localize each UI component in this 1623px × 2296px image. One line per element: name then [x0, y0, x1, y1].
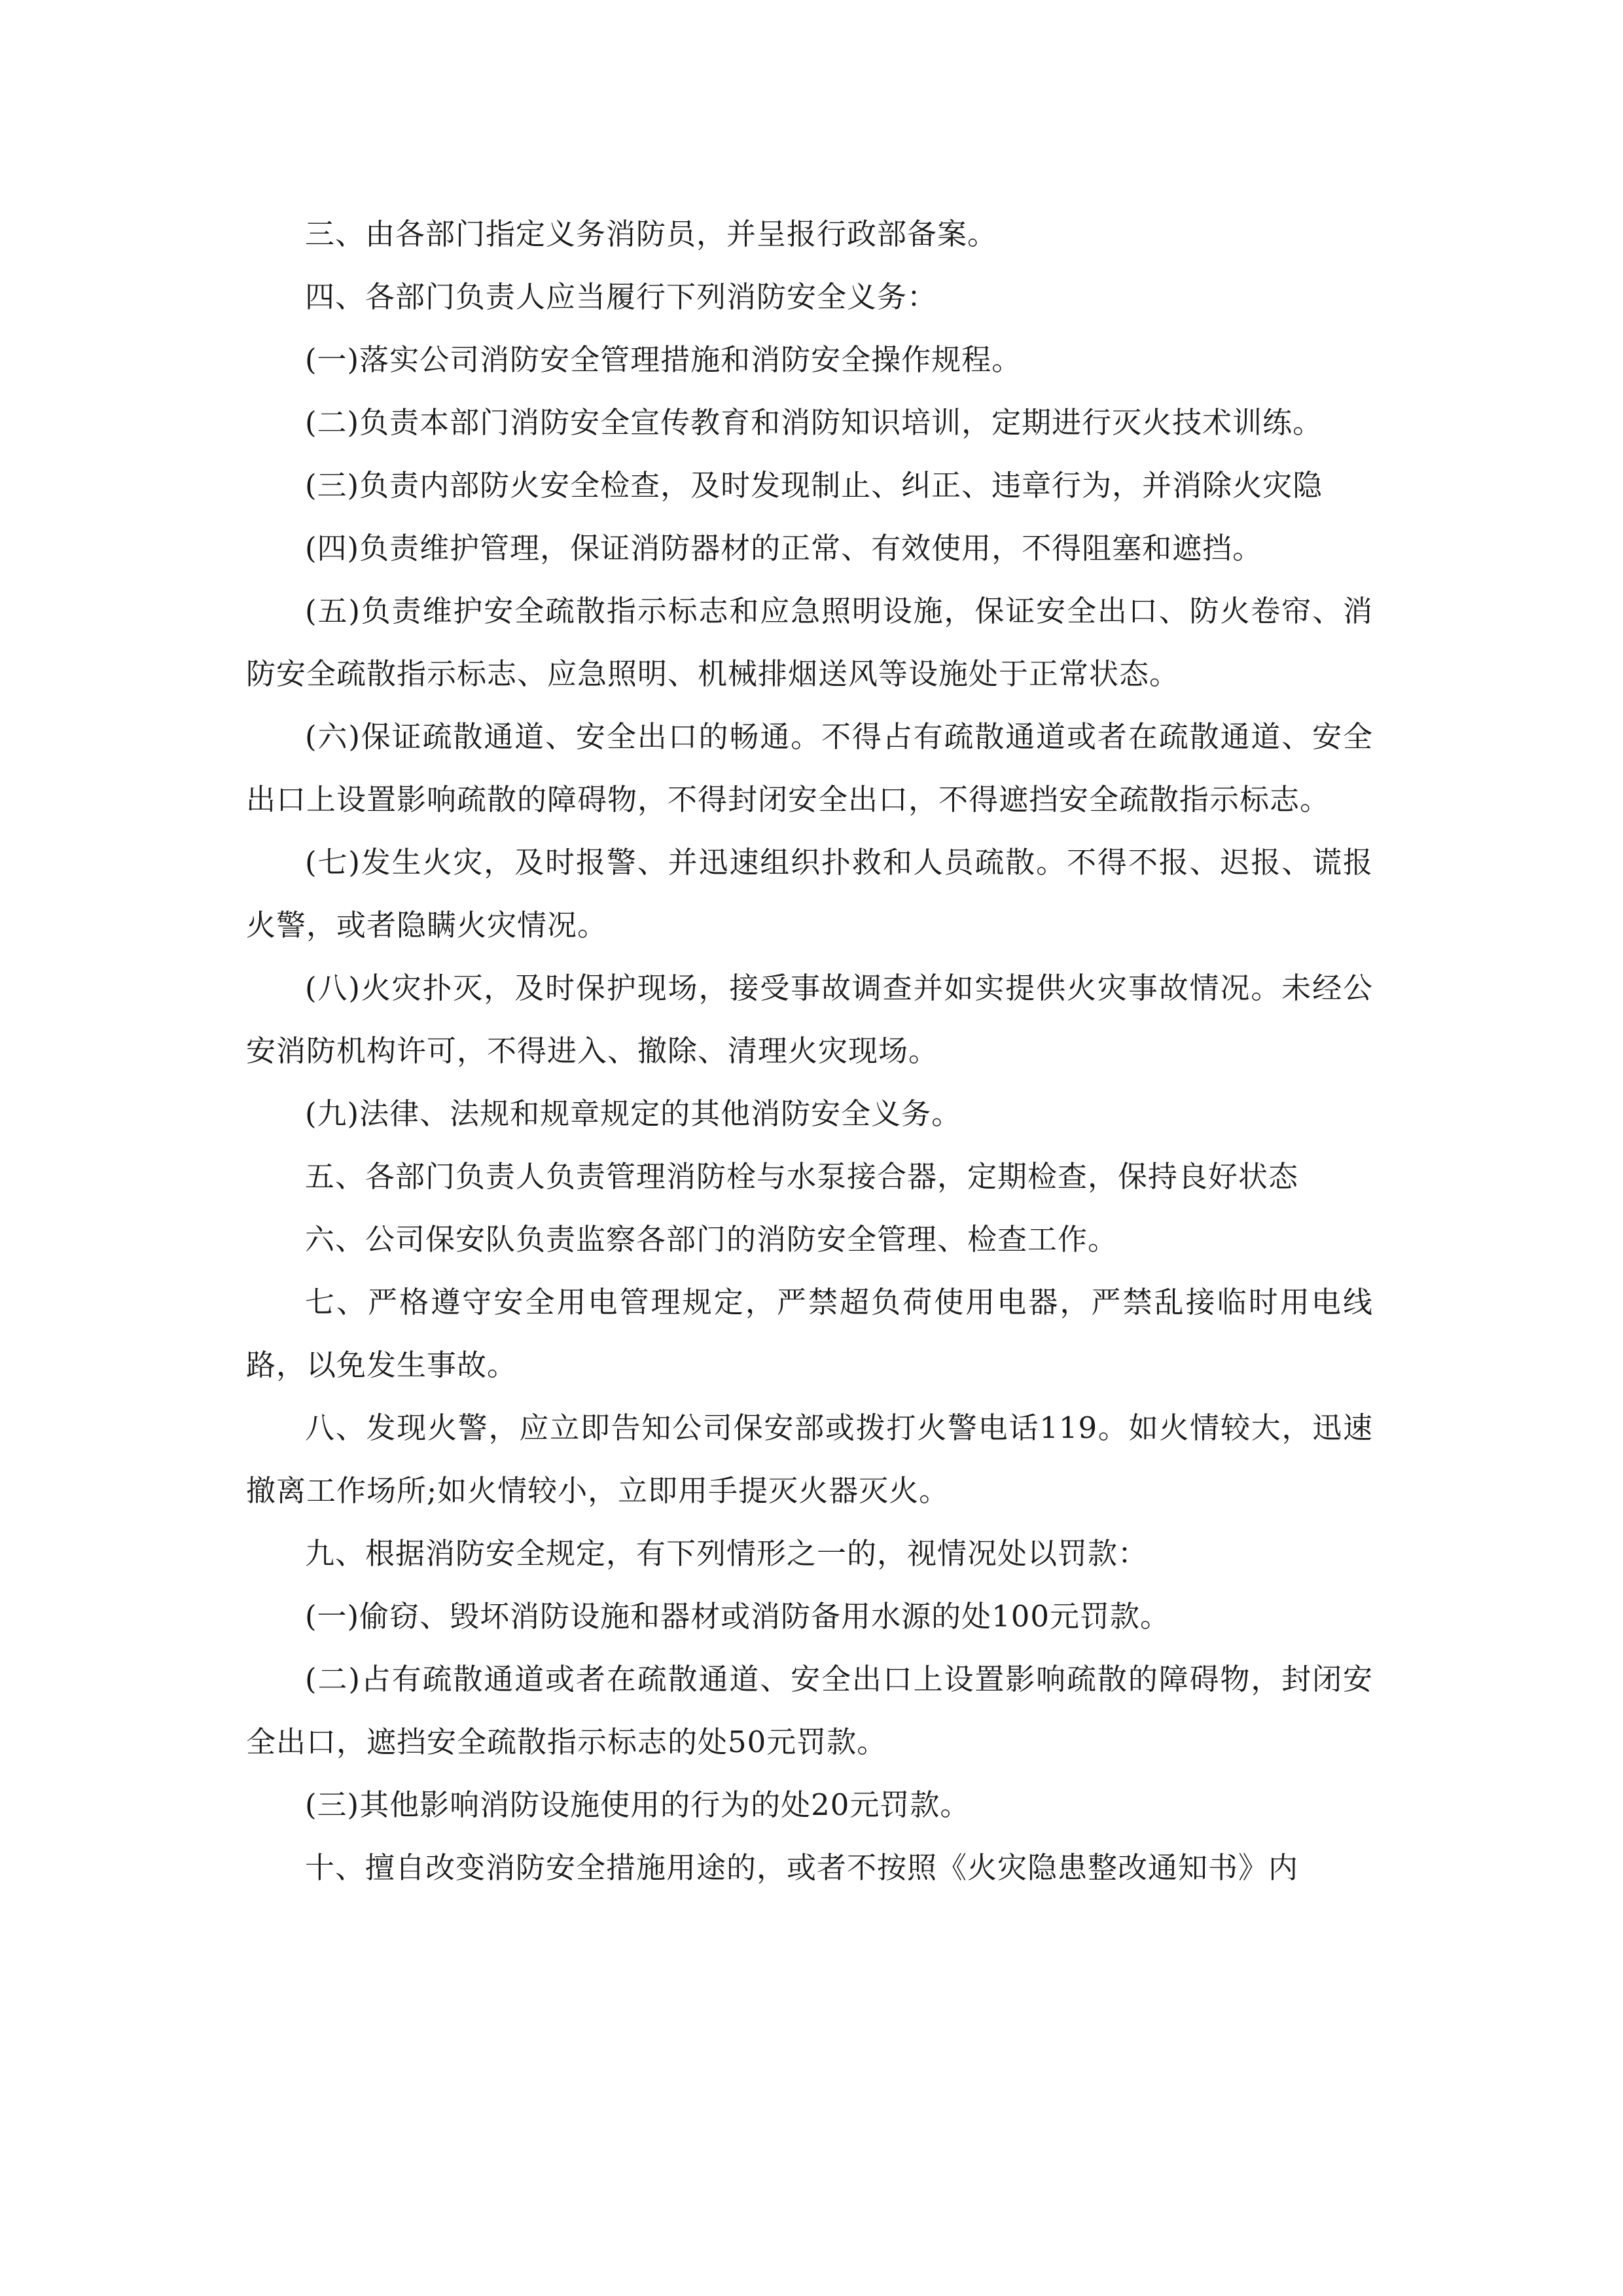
paragraph-subitem-4-2: (二)负责本部门消防安全宣传教育和消防知识培训，定期进行灭火技术训练。 [305, 405, 1323, 440]
paragraph-subitem-4-5: (五)负责维护安全疏散指示标志和应急照明设施，保证安全出口、防火卷帘、消防安全疏散指示标志、应急照明、机械排烟送风等设施处于正常状态。 [246, 594, 1373, 691]
paragraph-subitem-4-3: (三)负责内部防火安全检查，及时发现制止、纠正、违章行为，并消除火灾隐 [305, 468, 1323, 503]
document-body [246, 203, 1373, 1899]
paragraph-subitem-9-2: (二)占有疏散通道或者在疏散通道、安全出口上设置影响疏散的障碍物，封闭安全出口，遮挡安全疏散指示标志的处50元罚款。 [246, 1662, 1373, 1759]
paragraph-item-6: 六、公司保安队负责监察各部门的消防安全管理、检查工作。 [305, 1222, 1118, 1257]
paragraph-item-4: 四、各部门负责人应当履行下列消防安全义务： [305, 279, 938, 314]
paragraph-subitem-4-7: (七)发生火灾，及时报警、并迅速组织扑救和人员疏散。不得不报、迟报、谎报火警，或者隐瞒火灾情况。 [246, 845, 1373, 942]
paragraph-subitem-4-1: (一)落实公司消防安全管理措施和消防安全操作规程。 [305, 342, 1022, 377]
paragraph-item-5: 五、各部门负责人负责管理消防栓与水泵接合器，定期检查，保持良好状态 [305, 1159, 1299, 1194]
paragraph-item-9: 九、根据消防安全规定，有下列情形之一的，视情况处以罚款： [305, 1536, 1149, 1571]
paragraph-subitem-4-9: (九)法律、法规和规章规定的其他消防安全义务。 [305, 1096, 962, 1131]
paragraph-item-10: 十、擅自改变消防安全措施用途的，或者不按照《火灾隐患整改通知书》内 [305, 1850, 1299, 1885]
paragraph-subitem-4-6: (六)保证疏散通道、安全出口的畅通。不得占有疏散通道或者在疏散通道、安全出口上设置影响疏散的障碍物，不得封闭安全出口，不得遮挡安全疏散指示标志。 [246, 719, 1373, 817]
paragraph-subitem-9-1: (一)偷窃、毁坏消防设施和器材或消防备用水源的处100元罚款。 [305, 1599, 1171, 1634]
paragraph-subitem-9-3: (三)其他影响消防设施使用的行为的处20元罚款。 [305, 1787, 971, 1822]
paragraph-item-8: 八、发现火警，应立即告知公司保安部或拨打火警电话119。如火情较大，迅速撤离工作场所;如火情较小，立即用手提灭火器灭火。 [246, 1410, 1373, 1508]
paragraph-subitem-4-8: (八)火灾扑灭，及时保护现场，接受事故调查并如实提供火灾事故情况。未经公安消防机构许可，不得进入、撤除、清理火灾现场。 [246, 971, 1373, 1068]
paragraph-item-7: 七、严格遵守安全用电管理规定，严禁超负荷使用电器，严禁乱接临时用电线路，以免发生事故。 [246, 1285, 1373, 1382]
paragraph-subitem-4-4: (四)负责维护管理，保证消防器材的正常、有效使用，不得阻塞和遮挡。 [305, 531, 1263, 565]
paragraph-item-3: 三、由各部门指定义务消防员，并呈报行政部备案。 [305, 217, 998, 251]
